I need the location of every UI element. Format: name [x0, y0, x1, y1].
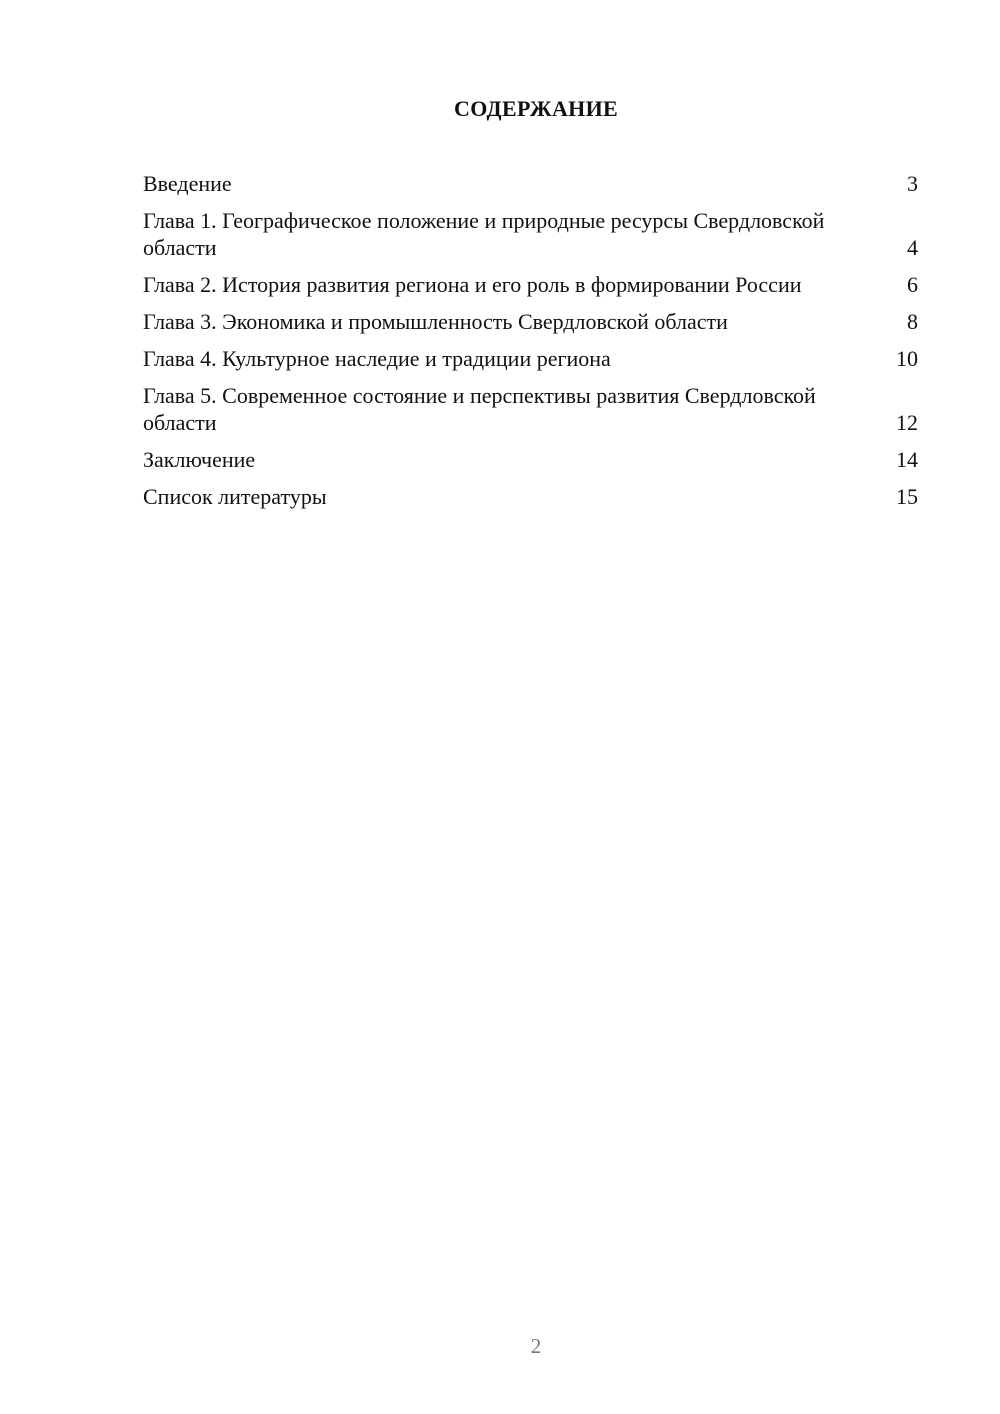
toc-entry-conclusion[interactable] [143, 446, 918, 473]
page-title: СОДЕРЖАНИЕ [454, 96, 618, 121]
toc-entry-chapter-1[interactable] [143, 207, 918, 261]
toc-entry-title: Глава 5. Современное состояние и перспективы развития Свердловской области [143, 383, 816, 435]
toc-entry-title: Глава 2. История развития региона и его роль в формировании России [143, 272, 802, 297]
toc-entry-title: Введение [143, 171, 232, 196]
toc-entry-page: 14 [896, 447, 918, 472]
toc-entry-chapter-4[interactable] [143, 345, 918, 372]
toc-entry-bibliography[interactable] [143, 483, 918, 510]
toc-entry-chapter-2[interactable] [143, 271, 918, 298]
toc-entry-chapter-3[interactable] [143, 308, 918, 335]
toc-entry-page: 3 [907, 171, 918, 196]
toc-entry-chapter-5[interactable] [143, 382, 918, 436]
toc-entry-page: 10 [896, 346, 918, 371]
toc-entry-page: 8 [907, 309, 918, 334]
table-of-contents [143, 170, 918, 520]
toc-entry-page: 12 [896, 410, 918, 435]
toc-entry-page: 6 [907, 272, 918, 297]
toc-entry-title: Заключение [143, 447, 256, 472]
page-number: 2 [530, 1334, 542, 1358]
toc-entry-title: Список литературы [143, 484, 327, 509]
toc-entry-page: 4 [907, 235, 918, 260]
toc-entry-page: 15 [896, 484, 918, 509]
toc-entry-title: Глава 3. Экономика и промышленность Свердловской области [143, 309, 728, 334]
toc-entry-introduction[interactable] [143, 170, 918, 197]
toc-entry-title: Глава 4. Культурное наследие и традиции региона [143, 346, 611, 371]
toc-entry-title: Глава 1. Географическое положение и природные ресурсы Свердловской области [143, 208, 825, 260]
